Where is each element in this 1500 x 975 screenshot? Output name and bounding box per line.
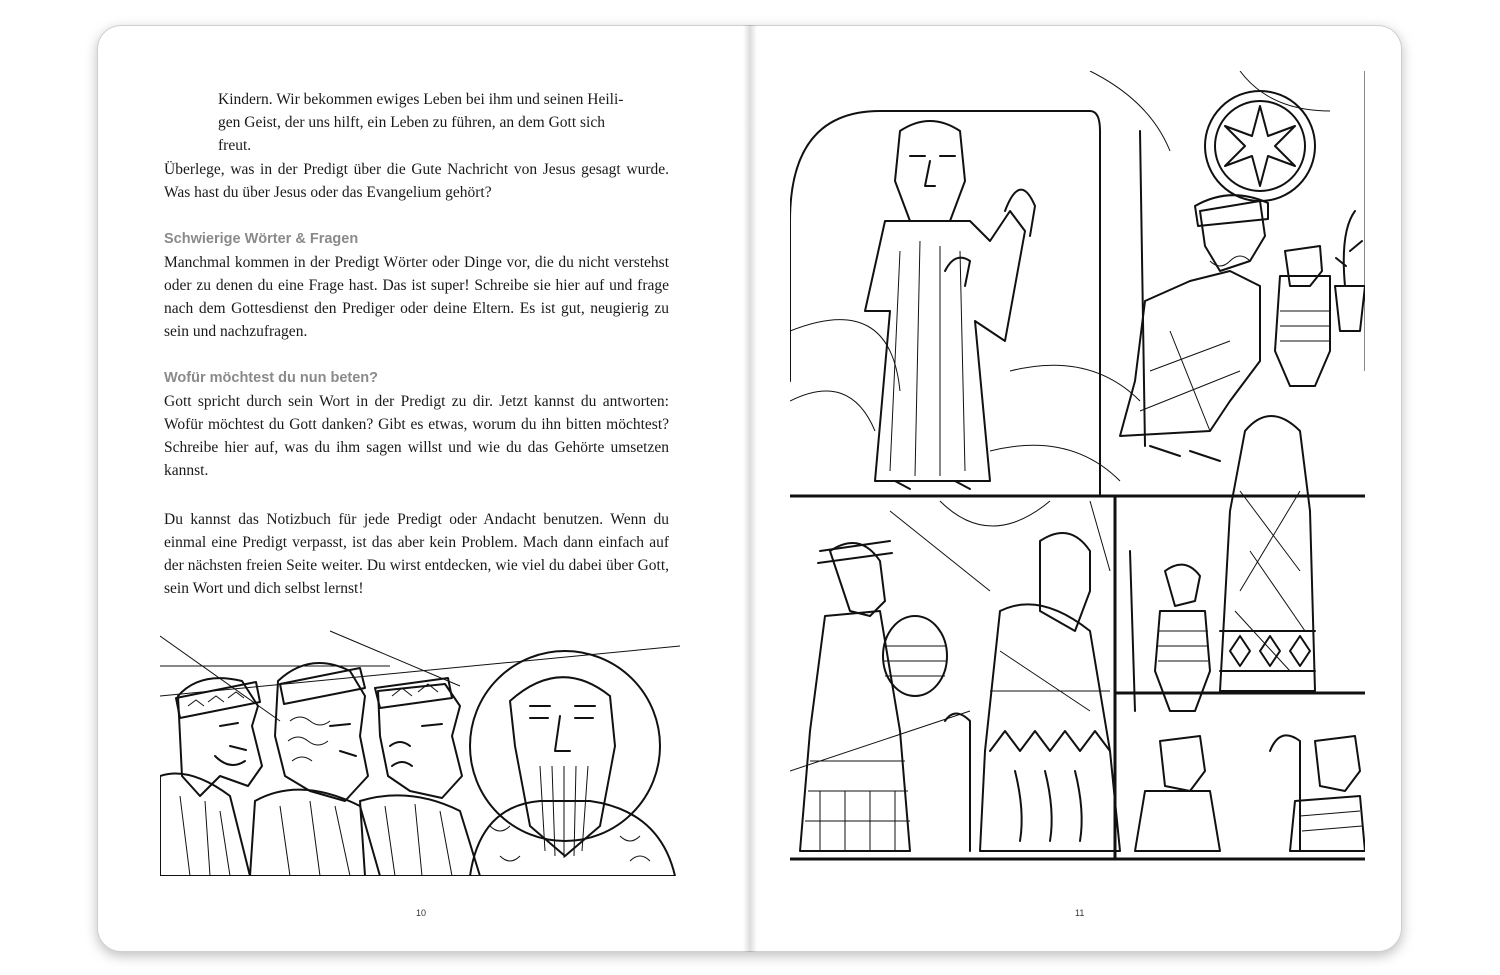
- page-number: 11: [1075, 908, 1085, 918]
- right-page: [750, 25, 1402, 952]
- book-gutter: [743, 25, 757, 952]
- book-spread: [97, 25, 1402, 952]
- illustration-biblical-scene: [790, 71, 1365, 861]
- section-words-questions: [164, 228, 669, 343]
- section-body: Gott spricht durch sein Wort in der Predigt zu dir. Jetzt kannst du antworten: Wofür möchtest du Gott danken? Gibt es etwas, worum du ihn bitten möchtest? Schreibe hier auf, was du ihm sagen willst und wie du das Gehörte umsetzen kannst.: [164, 393, 669, 479]
- page-number: 10: [416, 908, 427, 918]
- section-prayer: [164, 367, 669, 482]
- left-page: [97, 25, 750, 952]
- reflect-paragraph: Überlege, was in der Predigt über die Gute Nachricht von Jesus gesagt wurde. Was hast du über Jesus oder das Evangelium gehört?: [164, 161, 669, 201]
- illustration-four-men: [160, 626, 680, 876]
- intro-line-2: gen Geist, der uns hilft, ein Leben zu führen, an dem Gott sich freut.: [218, 114, 605, 154]
- intro-paragraph: [218, 88, 638, 157]
- section-heading: Wofür möchtest du nun beten?: [164, 370, 378, 386]
- section-heading: Schwierige Wörter & Fragen: [164, 231, 359, 247]
- intro-line-1: Kindern. Wir bekommen ewiges Leben bei ihm und seinen Heili-: [218, 91, 624, 108]
- section-body: Manchmal kommen in der Predigt Wörter oder Dinge vor, die du nicht verstehst oder zu denen du eine Frage hast. Das ist super! Schreibe sie hier auf und frage nach dem Gottesdienst den Prediger oder deine Eltern. Es ist gut, neugierig zu sein und nachzufragen.: [164, 254, 669, 340]
- closing-paragraph: Du kannst das Notizbuch für jede Predigt oder Andacht benutzen. Wenn du einmal eine Predigt verpasst, ist das aber kein Problem. Mach dann einfach auf der nächsten freien Seite weiter. Du wirst entdecken, wie viel du dabei über Gott, sein Wort und dich selbst lernst!: [164, 511, 669, 597]
